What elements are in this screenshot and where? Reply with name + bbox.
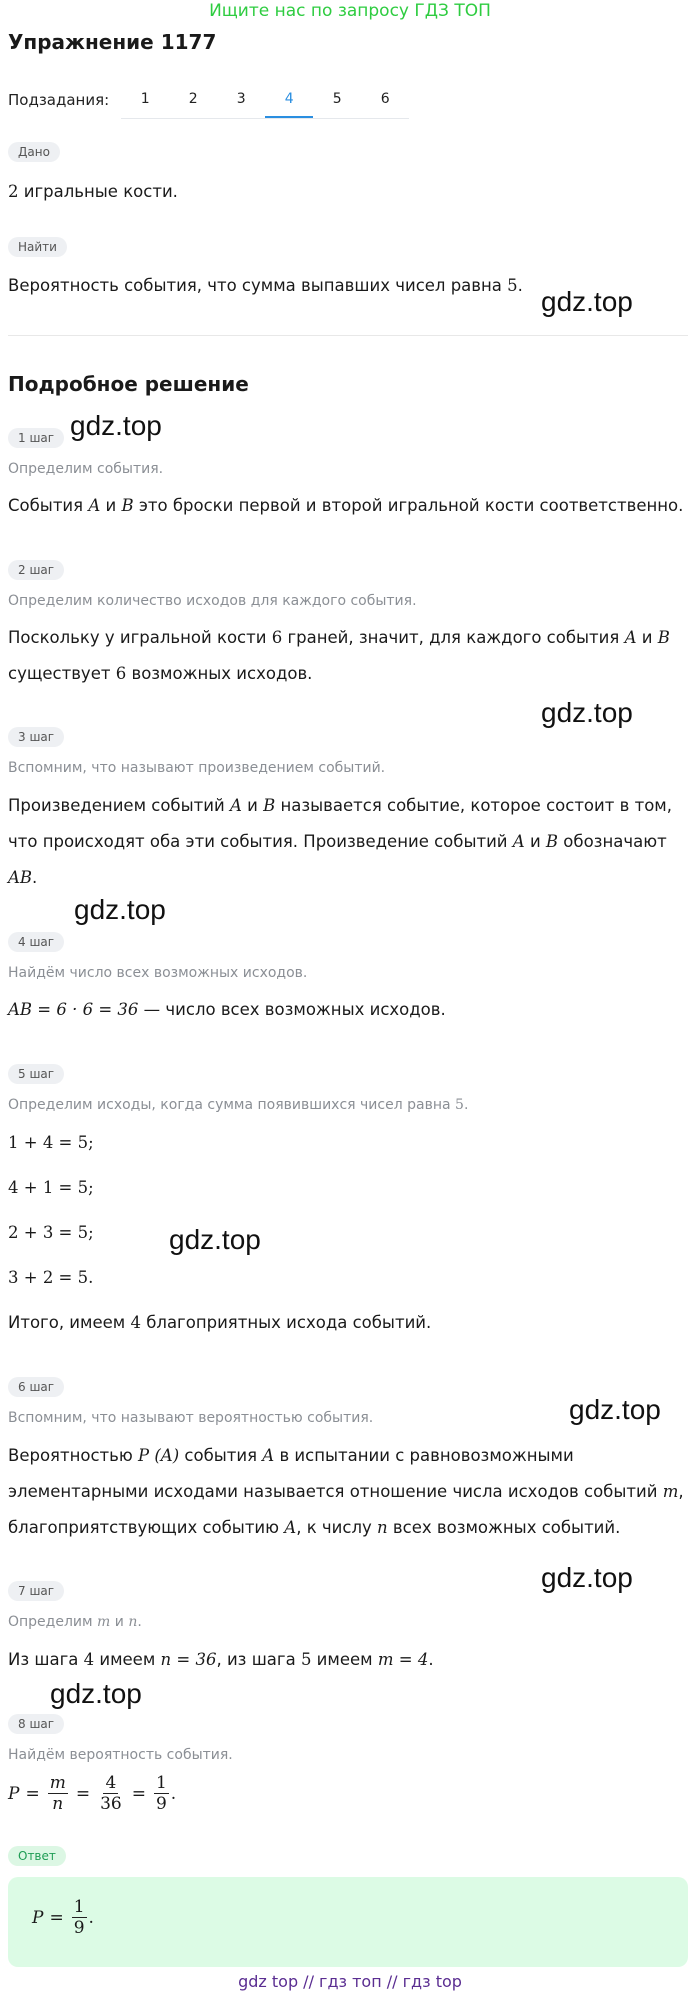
step-2-hint: Определим количество исходов для каждого события. <box>8 593 417 609</box>
subtasks-label: Подзадания: <box>8 91 110 109</box>
step-3-chip: 3 шаг <box>8 727 64 747</box>
subtask-tab-5[interactable]: 5 <box>332 90 342 107</box>
watermark: gdz.top <box>569 1394 661 1425</box>
step-4-hint: Найдём число всех возможных исходов. <box>8 965 308 981</box>
subtask-nav <box>8 82 409 118</box>
watermark: gdz.top <box>541 697 633 728</box>
step-5-hint: Определим исходы, когда сумма появившихся чисел равна 5. <box>8 1097 469 1113</box>
step-5-eq-4: 3 + 2 = 5. <box>8 1268 94 1287</box>
step-4-text: AB = 6 · 6 = 36 — число всех возможных исходов. <box>8 1000 446 1019</box>
step-2-text-line1: Поскольку у игральной кости 6 граней, значит, для каждого события A и B <box>8 628 670 647</box>
step-1-hint: Определим события. <box>8 461 164 477</box>
step-3-text-line3: AB. <box>8 868 38 887</box>
step-8-hint: Найдём вероятность события. <box>8 1747 233 1763</box>
page-title: Упражнение 1177 <box>8 30 217 54</box>
step-5-eq-3: 2 + 3 = 5; <box>8 1223 94 1242</box>
given-text: 2 игральные кости. <box>8 182 178 201</box>
divider <box>8 335 688 336</box>
step-2-chip: 2 шаг <box>8 560 64 580</box>
step-7-text: Из шага 4 имеем n = 36, из шага 5 имеем m = 4. <box>8 1650 434 1669</box>
step-5-eq-1: 1 + 4 = 5; <box>8 1133 94 1152</box>
step-6-chip: 6 шаг <box>8 1377 64 1397</box>
subtask-tab-1[interactable]: 1 <box>140 90 150 107</box>
step-1-chip: 1 шаг <box>8 428 64 448</box>
step-4-chip: 4 шаг <box>8 932 64 952</box>
watermark: gdz.top <box>541 1562 633 1593</box>
watermark: gdz.top <box>169 1224 261 1255</box>
find-text: Вероятность события, что сумма выпавших чисел равна 5. <box>8 276 523 295</box>
footer-links[interactable]: gdz top // гдз топ // гдз top <box>238 1972 462 1991</box>
watermark: gdz.top <box>541 286 633 317</box>
subtask-tab-6[interactable]: 6 <box>380 90 390 107</box>
subtask-tab-2[interactable]: 2 <box>188 90 198 107</box>
step-5-eq-2: 4 + 1 = 5; <box>8 1178 94 1197</box>
step-8-formula: P = $\frac{m}{n}$ = $\frac{4}{36}$ = $\frac{1}{9}$ . <box>8 1773 177 1814</box>
step-5-text: Итого, имеем 4 благоприятных исхода событий. <box>8 1313 432 1332</box>
given-chip: Дано <box>8 142 60 162</box>
solution-title: Подробное решение <box>8 372 249 396</box>
step-7-hint: Определим m и n. <box>8 1614 142 1630</box>
step-6-hint: Вспомним, что называют вероятностью события. <box>8 1410 374 1426</box>
answer-formula: P = $\frac{1}{9}$ . <box>32 1897 94 1938</box>
subtask-tabs <box>121 82 409 119</box>
find-chip: Найти <box>8 237 67 257</box>
step-6-text-line3: благоприятствующих событию A, к числу n всех возможных событий. <box>8 1518 621 1537</box>
step-5-chip: 5 шаг <box>8 1064 64 1084</box>
step-3-text-line1: Произведением событий A и B называется событие, которое состоит в том, <box>8 796 672 815</box>
watermark: gdz.top <box>50 1678 142 1709</box>
answer-box <box>8 1877 688 1967</box>
step-6-text-line2: элементарными исходами называется отношение числа исходов событий m, <box>8 1482 684 1501</box>
step-3-hint: Вспомним, что называют произведением событий. <box>8 760 386 776</box>
step-3-text-line2: что происходят оба эти события. Произведение событий A и B обозначают <box>8 832 667 851</box>
step-1-text: События A и B это броски первой и второй игральной кости соответственно. <box>8 496 684 515</box>
step-7-chip: 7 шаг <box>8 1581 64 1601</box>
subtask-tab-3[interactable]: 3 <box>236 90 246 107</box>
step-8-chip: 8 шаг <box>8 1714 64 1734</box>
watermark: gdz.top <box>74 894 166 925</box>
answer-chip: Ответ <box>8 1846 66 1866</box>
step-2-text-line2: существует 6 возможных исходов. <box>8 664 313 683</box>
top-search-hint[interactable]: Ищите нас по запросу ГДЗ ТОП <box>209 1 491 21</box>
watermark: gdz.top <box>70 410 162 441</box>
step-6-text-line1: Вероятностью P (A) события A в испытании с равновозможными <box>8 1446 574 1465</box>
subtask-tab-4[interactable]: 4 <box>265 82 313 118</box>
